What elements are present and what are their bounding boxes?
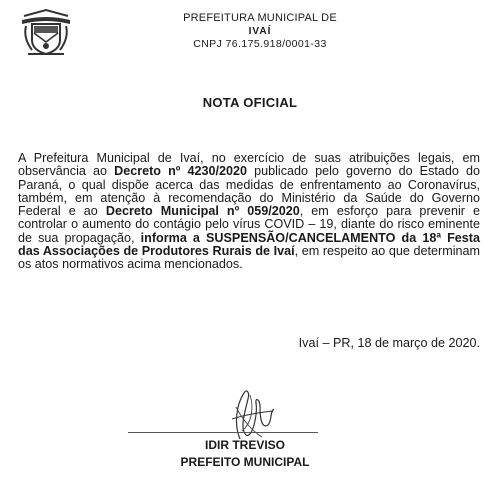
- letterhead: [170, 12, 350, 51]
- body-text-4: , em respeito ao que determinam os atos normativos acima mencionados.: [18, 244, 480, 272]
- signer-block: [160, 437, 330, 471]
- body-text-1: A Prefeitura Municipal de Ivaí, no exercício de suas atribuições legais, em observância ao: [18, 151, 480, 179]
- decree-state-reference: Decreto nº 4230/2020: [114, 164, 247, 179]
- body-text-2: publicado pelo governo do Estado do Paraná, o qual dispõe acerca das medidas de enfrentamento ao Coronavírus, também, em atenção à recomendação do Ministério da Saúde do Governo Federal e ao: [18, 164, 480, 219]
- signer-name: IDIR TREVISO: [204, 438, 285, 452]
- body-text-3: , em esforço para prevenir e controlar o aumento do contágio pelo vírus COVID – 19, diante do risco eminente de sua propagação,: [18, 204, 480, 245]
- letterhead-city: IVAÍ: [248, 26, 272, 37]
- letterhead-cnpj: CNPJ 76.175.918/0001-33: [193, 38, 327, 50]
- signer-role: PREFEITO MUNICIPAL: [180, 455, 310, 469]
- letterhead-institution: PREFEITURA MUNICIPAL DE: [183, 12, 337, 24]
- signature-line: [128, 432, 318, 433]
- handwritten-signature: [222, 385, 278, 443]
- municipal-coat-of-arms-icon: [20, 6, 72, 58]
- cancellation-notice: informa a SUSPENSÃO/CANCELAMENTO da 18ª Festa das Associações de Produtores Rurais de Ivaí: [18, 230, 480, 259]
- document-title: NOTA OFICIAL: [202, 95, 298, 110]
- decree-municipal-reference: Decreto Municipal nº 059/2020: [105, 204, 300, 219]
- body-paragraph: [18, 152, 480, 272]
- document-date: Ivaí – PR, 18 de março de 2020.: [298, 336, 480, 350]
